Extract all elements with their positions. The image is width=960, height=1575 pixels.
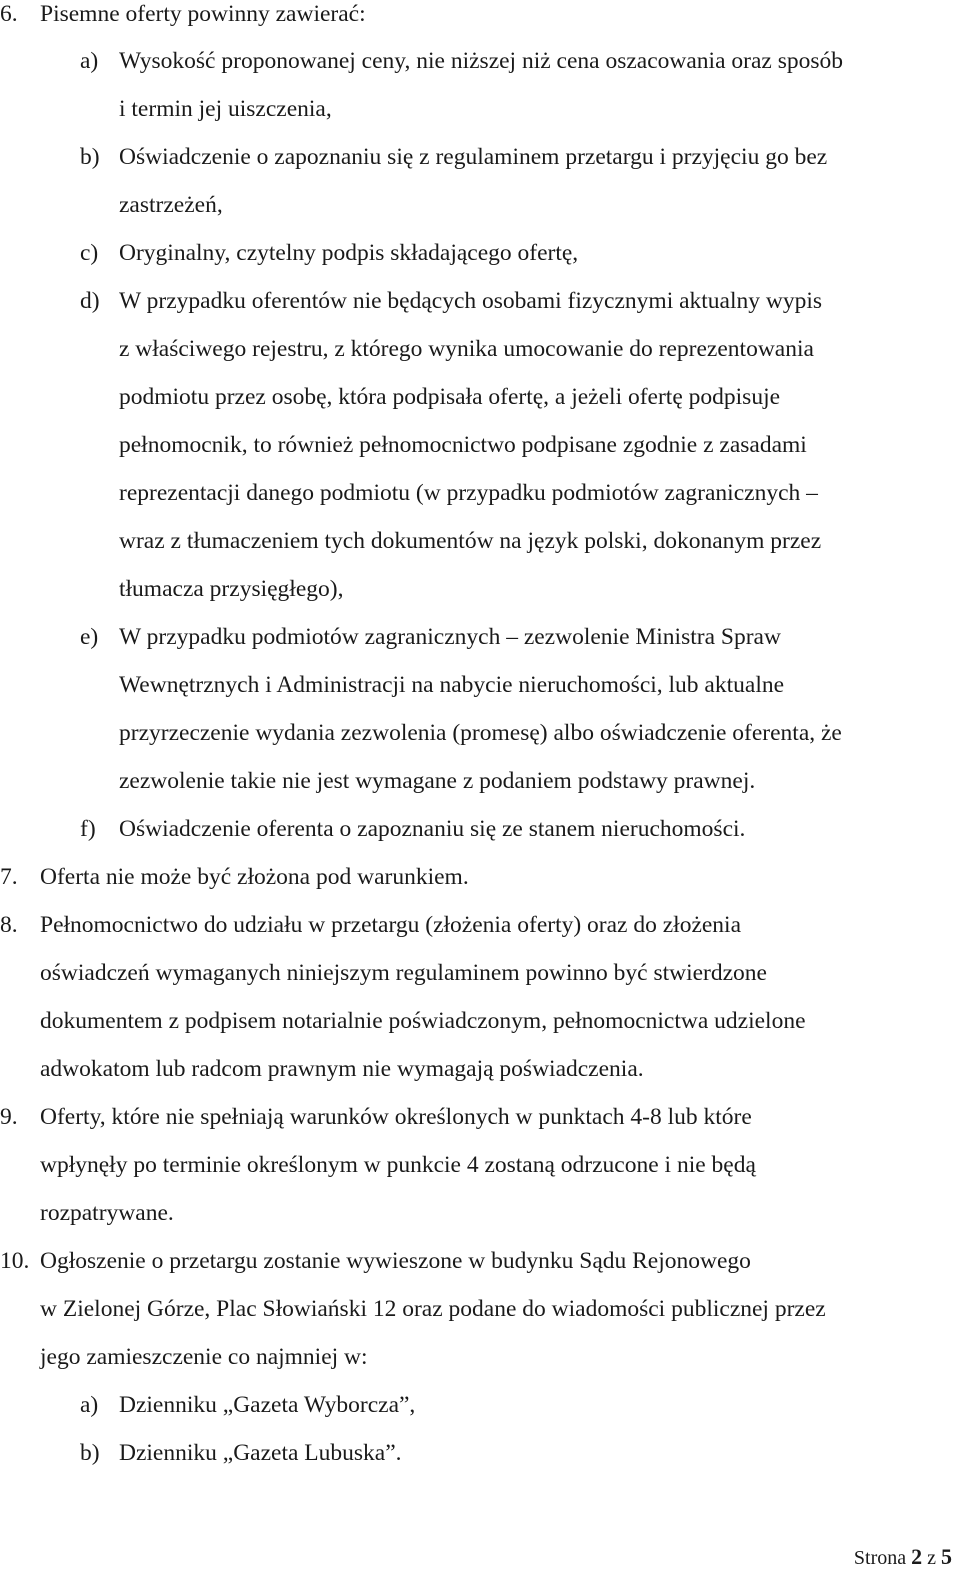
sub-item-6e-cont [0,661,960,709]
sub-item-6a-cont [0,85,960,133]
sub-item-text: Dzienniku „Gazeta Lubuska”. [119,1440,402,1466]
sub-item-label: e) [80,624,99,650]
sub-item-text: W przypadku podmiotów zagranicznych – zezwolenie Ministra Spraw [119,624,781,650]
sub-item-6d-cont [0,517,960,565]
item-text: Pisemne oferty powinny zawierać: [40,1,366,27]
sub-item-text: wraz z tłumaczeniem tych dokumentów na język polski, dokonanym przez [119,528,822,554]
sub-item-10a [0,1381,960,1429]
item-8-cont [0,997,960,1045]
sub-item-text: Oświadczenie oferenta o zapoznaniu się ze stanem nieruchomości. [119,816,746,842]
footer-prefix: Strona [853,1547,907,1569]
item-text: adwokatom lub radcom prawnym nie wymagają poświadczenia. [40,1056,644,1082]
footer-page-number: 2 [911,1544,923,1569]
sub-item-text: W przypadku oferentów nie będących osobami fizycznymi aktualny wypis [119,288,823,314]
sub-item-10b [0,1429,960,1477]
sub-item-6b [0,133,960,181]
item-text: wpłynęły po terminie określonym w punkcie 4 zostaną odrzucone i nie będą [40,1152,756,1178]
item-text: Oferty, które nie spełniają warunków określonych w punktach 4-8 lub które [40,1104,752,1130]
sub-item-text: przyrzeczenie wydania zezwolenia (promesę) albo oświadczenie oferenta, że [119,720,842,746]
item-text: dokumentem z podpisem notarialnie poświadczonym, pełnomocnictwa udzielone [40,1008,806,1034]
sub-item-text: Oryginalny, czytelny podpis składającego ofertę, [119,240,579,266]
sub-item-6d-cont [0,421,960,469]
item-10-cont [0,1285,960,1333]
sub-item-text: tłumacza przysięgłego), [119,576,344,602]
sub-item-label: a) [80,48,99,74]
sub-item-6e [0,613,960,661]
item-8-cont [0,949,960,997]
sub-item-6d-cont [0,373,960,421]
sub-item-6d-cont [0,469,960,517]
item-8 [0,901,960,949]
sub-item-text: zastrzeżeń, [119,192,223,218]
item-text: jego zamieszczenie co najmniej w: [40,1344,368,1370]
sub-item-label: a) [80,1392,99,1418]
footer-of: z [927,1547,936,1569]
sub-item-text: Oświadczenie o zapoznaniu się z regulaminem przetargu i przyjęciu go bez [119,144,828,170]
item-text: rozpatrywane. [40,1200,174,1226]
sub-item-6b-cont [0,181,960,229]
item-number: 7. [0,864,18,890]
sub-item-text: podmiotu przez osobę, która podpisała ofertę, a jeżeli ofertę podpisuje [119,384,781,410]
sub-item-text: pełnomocnik, to również pełnomocnictwo podpisane zgodnie z zasadami [119,432,807,458]
item-number: 9. [0,1104,18,1130]
sub-item-6e-cont [0,757,960,805]
item-text: Pełnomocnictwo do udziału w przetargu (złożenia oferty) oraz do złożenia [40,912,742,938]
page-footer [854,1540,952,1575]
sub-item-6d [0,277,960,325]
sub-item-label: d) [80,288,100,314]
sub-item-text: reprezentacji danego podmiotu (w przypadku podmiotów zagranicznych – [119,480,818,506]
item-text: Oferta nie może być złożona pod warunkiem. [40,864,469,890]
sub-item-text: Dzienniku „Gazeta Wyborcza”, [119,1392,416,1418]
sub-item-label: c) [80,240,99,266]
sub-item-label: f) [80,816,96,842]
item-9-cont [0,1189,960,1237]
item-10 [0,1237,960,1285]
item-number: 10. [0,1248,30,1274]
item-text: Ogłoszenie o przetargu zostanie wywieszone w budynku Sądu Rejonowego [40,1248,751,1274]
item-10-cont [0,1333,960,1381]
sub-item-6f [0,805,960,853]
sub-item-6a [0,37,960,85]
sub-item-text: zezwolenie takie nie jest wymagane z podaniem podstawy prawnej. [119,768,756,794]
sub-item-text: i termin jej uiszczenia, [119,96,332,122]
sub-item-text: Wysokość proponowanej ceny, nie niższej niż cena oszacowania oraz sposób [119,48,843,74]
sub-item-text: z właściwego rejestru, z którego wynika umocowanie do reprezentowania [119,336,814,362]
item-9 [0,1093,960,1141]
item-text: oświadczeń wymaganych niniejszym regulaminem powinno być stwierdzone [40,960,767,986]
sub-item-text: Wewnętrznych i Administracji na nabycie nieruchomości, lub aktualne [119,672,785,698]
item-8-cont [0,1045,960,1093]
sub-item-6e-cont [0,709,960,757]
item-6-heading [0,0,960,38]
item-9-cont [0,1141,960,1189]
footer-total-pages: 5 [941,1544,952,1569]
item-7 [0,853,960,901]
sub-item-6c [0,229,960,277]
sub-item-6d-cont [0,565,960,613]
sub-item-label: b) [80,1440,100,1466]
item-number: 8. [0,912,18,938]
item-text: w Zielonej Górze, Plac Słowiański 12 oraz podane do wiadomości publicznej przez [40,1296,826,1322]
item-number: 6. [0,1,18,27]
sub-item-6d-cont [0,325,960,373]
sub-item-label: b) [80,144,100,170]
